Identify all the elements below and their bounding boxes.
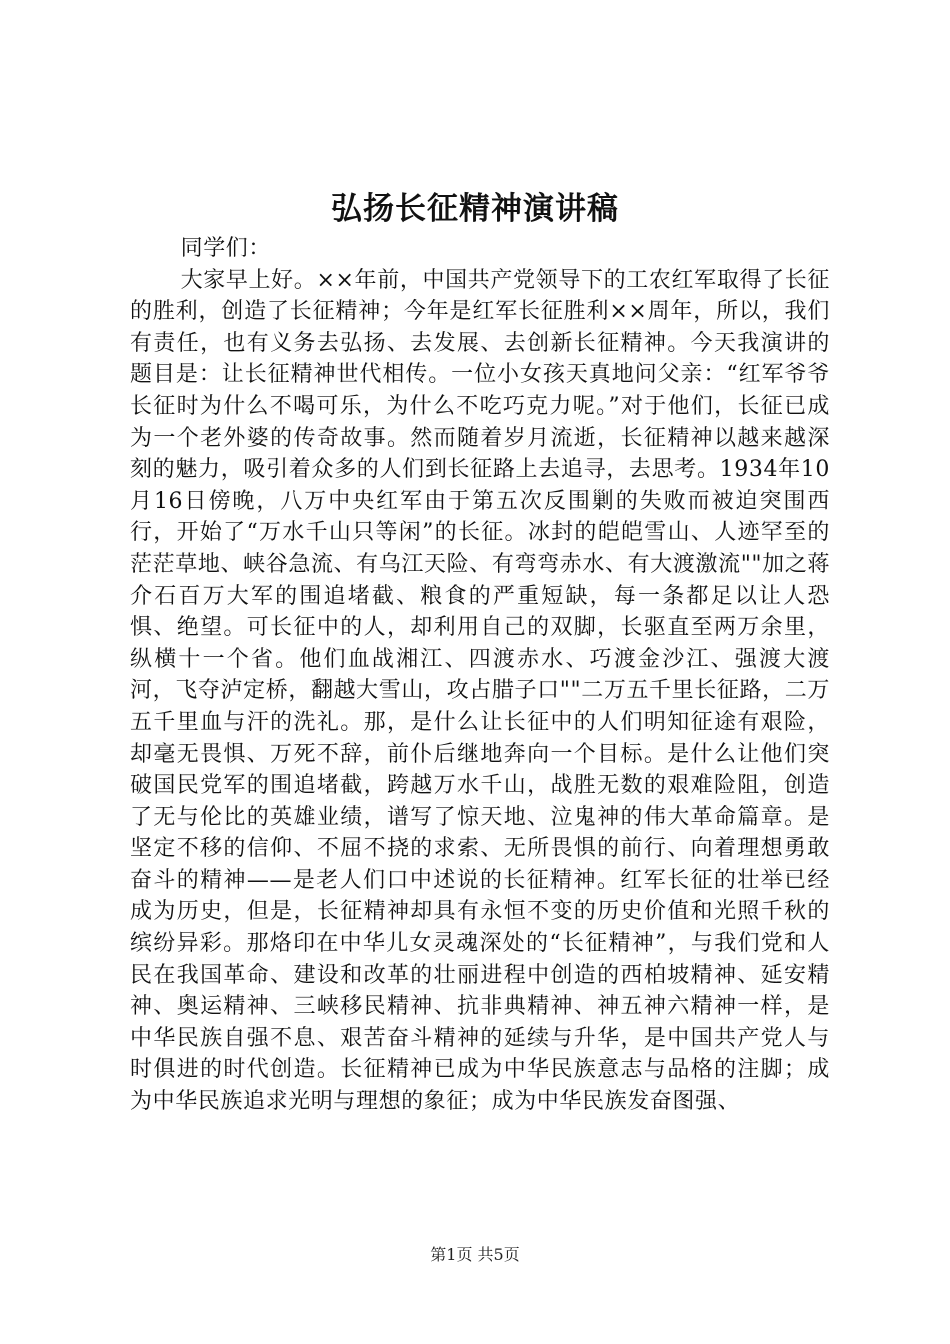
body-paragraph: 大家早上好。××年前，中国共产党领导下的工农红军取得了长征的胜利，创造了长征精神；今年是红军长征胜利××周年，所以，我们有责任，也有义务去弘扬、去发展、去创新长征精神。今天我演讲的题目是：让长征精神世代相传。一位小女孩天真地问父亲：“红军爷爷长征时为什么不喝可乐，为什么不吃巧克力呢。”对于他们，长征已成为一个老外婆的传奇故事。然而随着岁月流逝，长征精神以越来越深刻的魅力，吸引着众多的人们到长征路上去追寻，去思考。1934年10月16日傍晚，八万中央红军由于第五次反围剿的失败而被迫突围西行，开始了“万水千山只等闲”的长征。冰封的皑皑雪山、人迹罕至的茫茫草地、峡谷急流、有乌江天险、有弯弯赤水、有大渡激流""加之蒋介石百万大军的围追堵截、粮食的严重短缺，每一条都足以让人恐惧、绝望。可长征中的人，却利用自己的双脚，长驱直至两万余里，纵横十一个省。他们血战湘江、四渡赤水、巧渡金沙江、强渡大渡河，飞夺泸定桥，翻越大雪山，攻占腊子口""二万五千里长征路，二万五千里血与汗的洗礼。那，是什么让长征中的人们明知征途有艰险，却毫无畏惧、万死不辞，前仆后继地奔向一个目标。是什么让他们突破国民党军的围追堵截，跨越万水千山，战胜无数的艰难险阻，创造了无与伦比的英雄业绩，谱写了惊天地、泣鬼神的伟大革命篇章。是坚定不移的信仰、不屈不挠的求索、无所畏惧的前行、向着理想勇敢奋斗的精神——是老人们口中述说的长征精神。红军长征的壮举已经成为历史，但是，长征精神却具有永恒不变的历史价值和光照千秋的缤纷异彩。那烙印在中华儿女灵魂深处的“长征精神”，与我们党和人民在我国革命、建设和改革的壮丽进程中创造的西柏坡精神、延安精神、奥运精神、三峡移民精神、抗非典精神、神五神六精神一样，是中华民族自强不息、艰苦奋斗精神的延续与升华，是中国共产党人与时俱进的时代创造。长征精神已成为中华民族意志与品格的注脚；成为中华民族追求光明与理想的象征；成为中华民族发奋图强、 bbox=[130, 267, 830, 1115]
salutation: 同学们： bbox=[180, 236, 271, 261]
document-body bbox=[130, 233, 830, 1118]
document-title: 弘扬长征精神演讲稿 bbox=[331, 191, 619, 227]
page-number: 第1页 共5页 bbox=[430, 1245, 520, 1264]
